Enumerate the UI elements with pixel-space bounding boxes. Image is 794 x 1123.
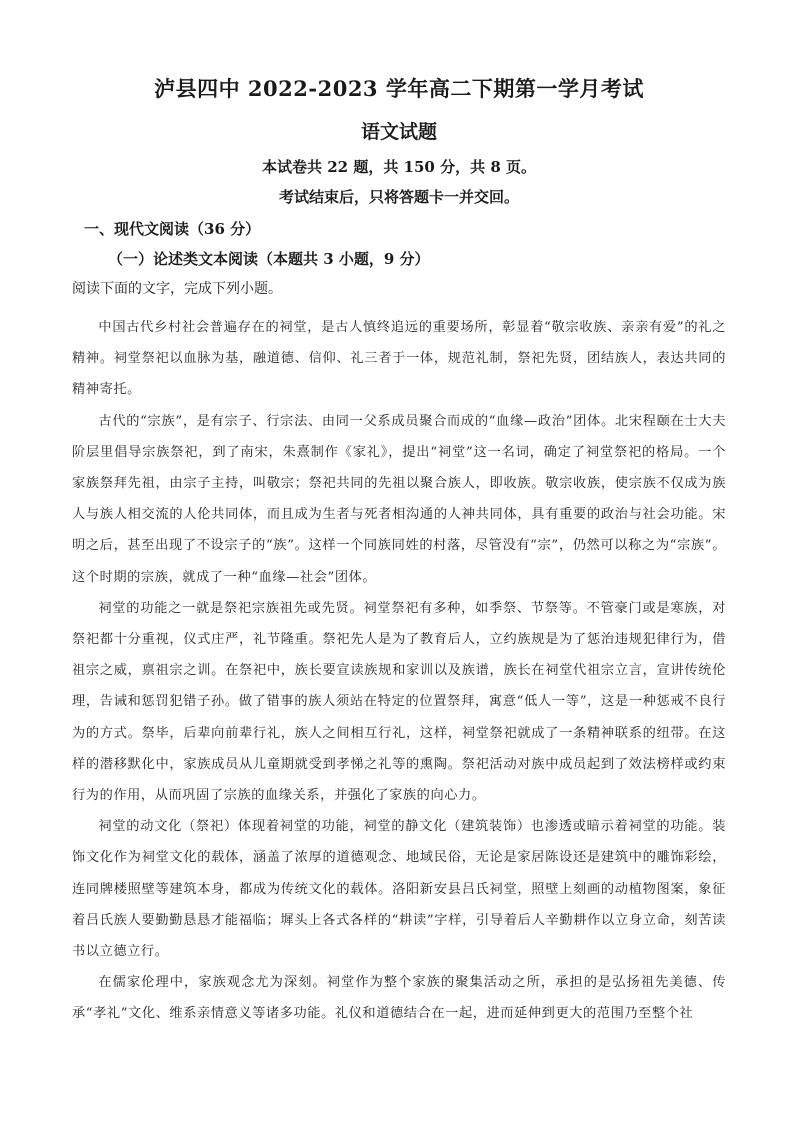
exam-subtitle: 语文试题 xyxy=(360,121,437,143)
article-paragraph-4: 祠堂的动文化（祭祀）体现着祠堂的功能，祠堂的静文化（建筑装饰）也渗透或暗示着祠堂的功能。装饰文化作为祠堂文化的载体，涵盖了浓厚的道德观念、地域民俗，无论是家居陈设还是建筑中的雕饰彩绘，连同牌楼照壁等建筑本身，都成为传统文化的载体。洛阳新安县吕氏祠堂，照壁上刻画的动植物图案，象征着吕氏族人要勤勤恳恳才能福临；墀头上各式各样的“耕读”字样，引导着后人辛勤耕作以立身立命，刻苦读书以立德立行。 xyxy=(72,819,726,960)
exam-info-line-1: 本试卷共 22 题，共 150 分，共 8 页。 xyxy=(262,158,536,176)
article-paragraph-5: 在儒家伦理中，家族观念尤为深刻。祠堂作为整个家族的聚集活动之所，承担的是弘扬祖先美德、传承“孝礼”文化、维系亲情意义等诸多功能。礼仪和道德结合在一起，进而延伸到更大的范围乃至整个社 xyxy=(72,975,726,1022)
subsection-heading: （一）论述类文本阅读（本题共 3 小题，9 分） xyxy=(108,250,430,268)
exam-title: 泸县四中 2022-2023 学年高二下期第一学月考试 xyxy=(154,76,644,101)
exam-info-line-2: 考试结束后，只将答题卡一并交回。 xyxy=(278,188,519,206)
section-heading: 一、现代文阅读（36 分） xyxy=(84,220,261,238)
article-paragraph-2: 古代的“宗族”，是有宗子、行宗法、由同一父系成员聚合而成的“血缘—政治”团体。北宋程颐在士大夫阶层里倡导宗族祭祀，到了南宋，朱熹制作《家礼》，提出“祠堂”这一名词，确定了祠堂祭祀的格局。一个家族祭拜先祖，由宗子主持，叫敬宗；祭祀共同的先祖以聚合族人，即收族。敬宗收族，使宗族不仅成为族人与族人相交流的人伦共同体，而且成为生者与死者相沟通的人神共同体，具有重要的政治与社会功能。宋明之后，甚至出现了不设宗子的“族”。这样一个同族同姓的村落，尽管没有“宗”，仍然可以称之为“宗族”。这个时期的宗族，就成了一种“血缘—社会”团体。 xyxy=(72,413,726,585)
article-body xyxy=(72,312,726,1030)
article-paragraph-1: 中国古代乡村社会普遍存在的祠堂，是古人慎终追远的重要场所，彰显着“敬宗收族、亲亲有爱”的礼之精神。祠堂祭祀以血脉为基，融道德、信仰、礼三者于一体，规范礼制，祭祀先贤，团结族人，表达共同的精神寄托。 xyxy=(72,320,726,398)
article-paragraph-3: 祠堂的功能之一就是祭祀宗族祖先或先贤。祠堂祭祀有多种，如季祭、节祭等。不管豪门或是寒族，对祭祀都十分重视，仪式庄严，礼节隆重。祭祀先人是为了教育后人，立约族规是为了惩治违规犯律行为，借祖宗之威，禀祖宗之训。在祭祀中，族长要宣读族规和家训以及族谱，族长在祠堂代祖宗立言，宣讲传统伦理，告诫和惩罚犯错子孙。做了错事的族人须站在特定的位置祭拜，寓意“低人一等”，这是一种惩戒不良行为的方式。祭毕，后辈向前辈行礼，族人之间相互行礼，这样，祠堂祭祀就成了一条精神联系的纽带。在这样的潜移默化中，家族成员从儿童期就受到孝悌之礼等的熏陶。祭祀活动对族中成员起到了效法榜样或约束行为的作用，从而巩固了宗族的血缘关系，并强化了家族的向心力。 xyxy=(72,600,726,804)
reading-instruction: 阅读下面的文字，完成下列小题。 xyxy=(72,281,282,297)
